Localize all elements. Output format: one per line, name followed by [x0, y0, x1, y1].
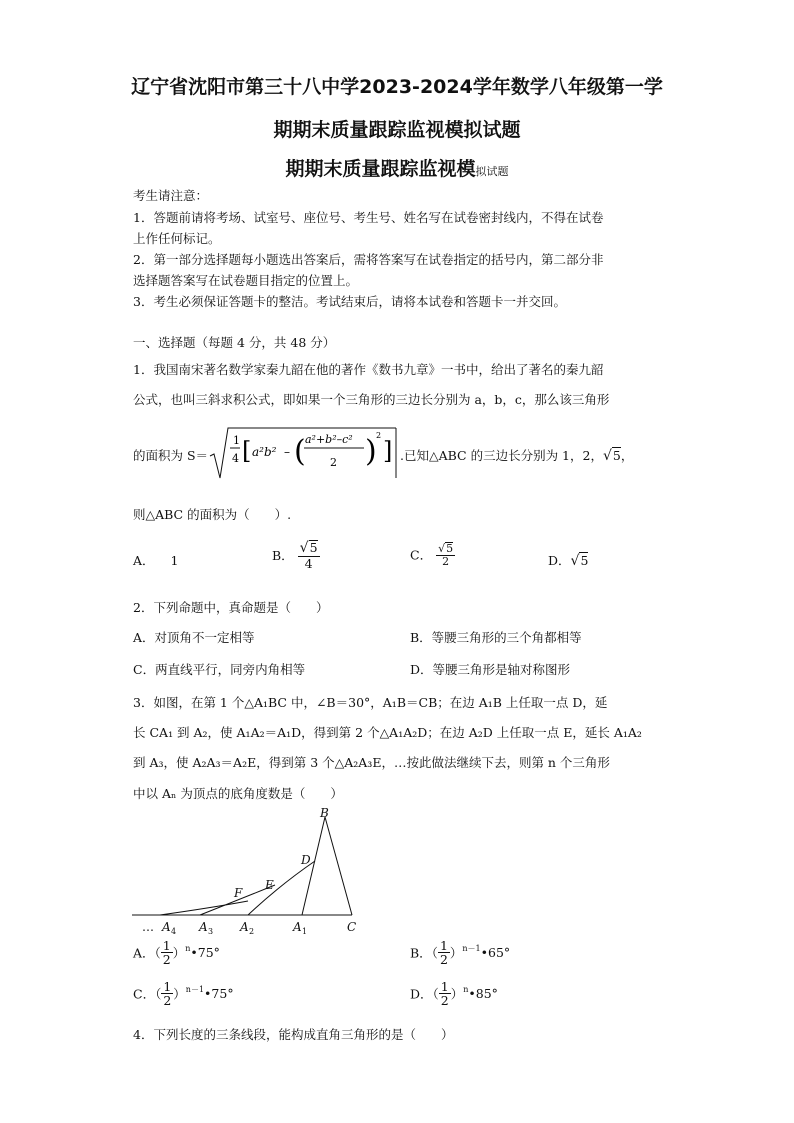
- q3-option-a-exp: n: [185, 943, 191, 953]
- q3-option-d-frac: $\frac{1}{2}$: [440, 979, 449, 1009]
- label-f: F: [234, 886, 243, 900]
- svg-text:2: 2: [376, 431, 382, 440]
- q1-option-c-den: 2: [442, 554, 450, 568]
- label-a4-sub: 4: [171, 927, 177, 935]
- q1-option-b-den: 4: [304, 555, 313, 571]
- svg-text:a²+b²–c²: a²+b²–c²: [305, 433, 353, 446]
- q1-option-b-label: B．: [272, 547, 294, 563]
- section-heading: 一、选择题（每题 4 分，共 48 分）: [133, 335, 336, 350]
- label-a2: A: [240, 920, 249, 934]
- page-title-line3: [0, 154, 794, 181]
- svg-text:4: 4: [232, 452, 239, 465]
- q3-option-d-deg: •85°: [468, 986, 498, 1002]
- sqrt-icon: √: [438, 542, 446, 555]
- notice-item1b: 上作任何标记。: [133, 231, 221, 246]
- q3-option-c-exp: n－1: [185, 984, 205, 994]
- q1-line2: 公式，也叫三斜求积公式，即如果一个三角形的三边长分别为 a，b，c，那么该三角形: [133, 392, 610, 407]
- q1-option-c-frac: [436, 542, 455, 567]
- label-a1: A: [293, 920, 302, 934]
- notice-item2a: 2．第一部分选择题每小题选出答案后，需将答案写在试卷指定的括号内，第二部分非: [133, 252, 604, 267]
- q1-line4: 则△ABC 的面积为（ ）.: [133, 507, 292, 522]
- sqrt-icon: √: [570, 553, 580, 569]
- q1-option-b-frac: [298, 540, 320, 570]
- q1-option-b-sqrt5: 5: [309, 540, 318, 555]
- page-title-line1: 辽宁省沈阳市第三十八中学2023-2024学年数学八年级第一学: [131, 76, 663, 98]
- q3-option-c-deg: •75°: [204, 986, 234, 1002]
- q2-option-b: B．等腰三角形的三个角都相等: [410, 630, 582, 645]
- q2-option-c: C．两直线平行，同旁内角相等: [133, 662, 306, 677]
- title-line3-big: 期期末质量跟踪监视模: [285, 158, 476, 180]
- svg-text:(: (: [294, 434, 306, 469]
- label-b: B: [320, 806, 329, 820]
- svg-text:): ): [365, 434, 377, 469]
- svg-text:]: ]: [383, 437, 393, 465]
- q3-option-d: D．（ $\frac{1}{2}$ ）$^n$•85°: [410, 979, 498, 1009]
- notice-item2b: 选择题答案写在试卷题目指定的位置上。: [133, 273, 359, 288]
- q3-option-c-frac: $\frac{1}{2}$: [163, 979, 172, 1009]
- svg-text:[: [: [242, 437, 252, 465]
- notice-item1a: 1．答题前请将考场、试室号、座位号、考生号、姓名写在试卷密封线内，不得在试卷: [133, 210, 604, 225]
- q3-line1: 3．如图，在第 1 个△A₁BC 中，∠B＝30°，A₁B＝CB；在边 A₁B 上任取一点 D，延: [133, 695, 608, 710]
- q1-option-c: [410, 542, 455, 567]
- q1-line3c: ，: [620, 448, 634, 463]
- label-a3: A: [199, 920, 208, 934]
- label-a1-sub: 1: [302, 927, 308, 935]
- q3-line3: 到 A₃，使 A₂A₃＝A₂E，得到第 3 个△A₂A₃E，…按此做法继续下去，则第 n 个三角形: [133, 755, 610, 770]
- q3-option-a: A．（ $\frac{1}{2}$ ）$^n$•75°: [133, 938, 220, 968]
- heron-formula: [208, 424, 400, 482]
- label-dots: …: [142, 920, 154, 934]
- page-title-line2: 期期末质量跟踪监视模拟试题: [273, 119, 521, 141]
- q3-option-b-deg: •65°: [480, 945, 511, 961]
- q3-option-d-label: D．（: [410, 986, 439, 1002]
- q3-option-a-label: A．（: [133, 945, 161, 961]
- svg-text:1: 1: [233, 434, 240, 447]
- q3-option-b-label: B．（: [410, 945, 438, 961]
- q1-option-d: [548, 551, 588, 569]
- q1-line3b: [400, 446, 633, 464]
- q1-option-d-label: D．: [548, 553, 571, 568]
- label-c: C: [347, 920, 357, 934]
- q1-sqrt5: 5: [612, 448, 621, 463]
- q2-option-a: A．对顶角不一定相等: [133, 630, 255, 645]
- q3-option-a-deg: •75°: [190, 945, 220, 961]
- q1-option-c-label: C．: [410, 547, 433, 563]
- label-e: E: [265, 878, 274, 892]
- side-a2d: [248, 861, 315, 915]
- label-d: D: [301, 853, 311, 867]
- q3-option-b-exp: n－1: [462, 943, 481, 953]
- svg-text:–: –: [284, 445, 290, 459]
- q2-stem: 2．下列命题中，真命题是（ ）: [133, 600, 329, 615]
- q3-line4: 中以 Aₙ 为顶点的底角度数是（ ）: [133, 786, 343, 801]
- q3-option-b: B．（ $\frac{1}{2}$ ）$^{n-1}$•65°: [410, 938, 511, 968]
- q3-option-d-exp: n: [463, 984, 469, 994]
- q1-option-b: [272, 540, 320, 570]
- label-a4: A: [162, 920, 171, 934]
- q1-option-a-label: A．: [133, 553, 155, 568]
- sqrt-icon: √: [602, 448, 612, 464]
- side-bc: [325, 817, 352, 915]
- notice-item3: 3．考生必须保证答题卡的整洁。考试结束后，请将本试卷和答题卡一并交回。: [133, 294, 566, 309]
- label-a3-sub: 3: [208, 927, 214, 935]
- q3-option-c-label: C．（: [133, 986, 162, 1002]
- title-line3-small: 拟试题: [475, 165, 509, 178]
- label-a2-sub: 2: [249, 927, 255, 935]
- q2-option-d: D．等腰三角形是轴对称图形: [410, 662, 571, 677]
- q3-option-a-frac: $\frac{1}{2}$: [162, 938, 171, 968]
- q4-stem: 4．下列长度的三条线段，能构成直角三角形的是（ ）: [133, 1027, 454, 1042]
- q1-option-a: [133, 551, 178, 569]
- q1-option-a-value: 1: [170, 553, 179, 568]
- q1-option-d-sqrt5: 5: [580, 553, 589, 568]
- svg-text:a²b²: a²b²: [252, 445, 277, 459]
- q1-line3b-text: .已知△ABC 的三边长分别为 1，2，: [400, 448, 603, 463]
- q3-triangle-figure: [130, 805, 370, 935]
- sqrt-icon: √: [299, 540, 309, 556]
- q3-option-c: C．（ $\frac{1}{2}$ ）$^{n-1}$•75°: [133, 979, 234, 1009]
- q3-option-b-frac: $\frac{1}{2}$: [439, 938, 448, 968]
- q1-option-c-sqrt5: 5: [446, 542, 454, 555]
- q1-line1: 1．我国南宋著名数学家秦九韶在他的著作《数书九章》一书中，给出了著名的秦九韶: [133, 362, 604, 377]
- q1-line3a: 的面积为 S＝: [133, 448, 209, 463]
- q3-line2: 长 CA₁ 到 A₂，使 A₁A₂＝A₁D，得到第 2 个△A₁A₂D；在边 A₂D 上任取一点 E，延长 A₁A₂: [133, 725, 642, 740]
- notice-heading: 考生请注意：: [133, 188, 209, 203]
- svg-text:2: 2: [330, 456, 337, 469]
